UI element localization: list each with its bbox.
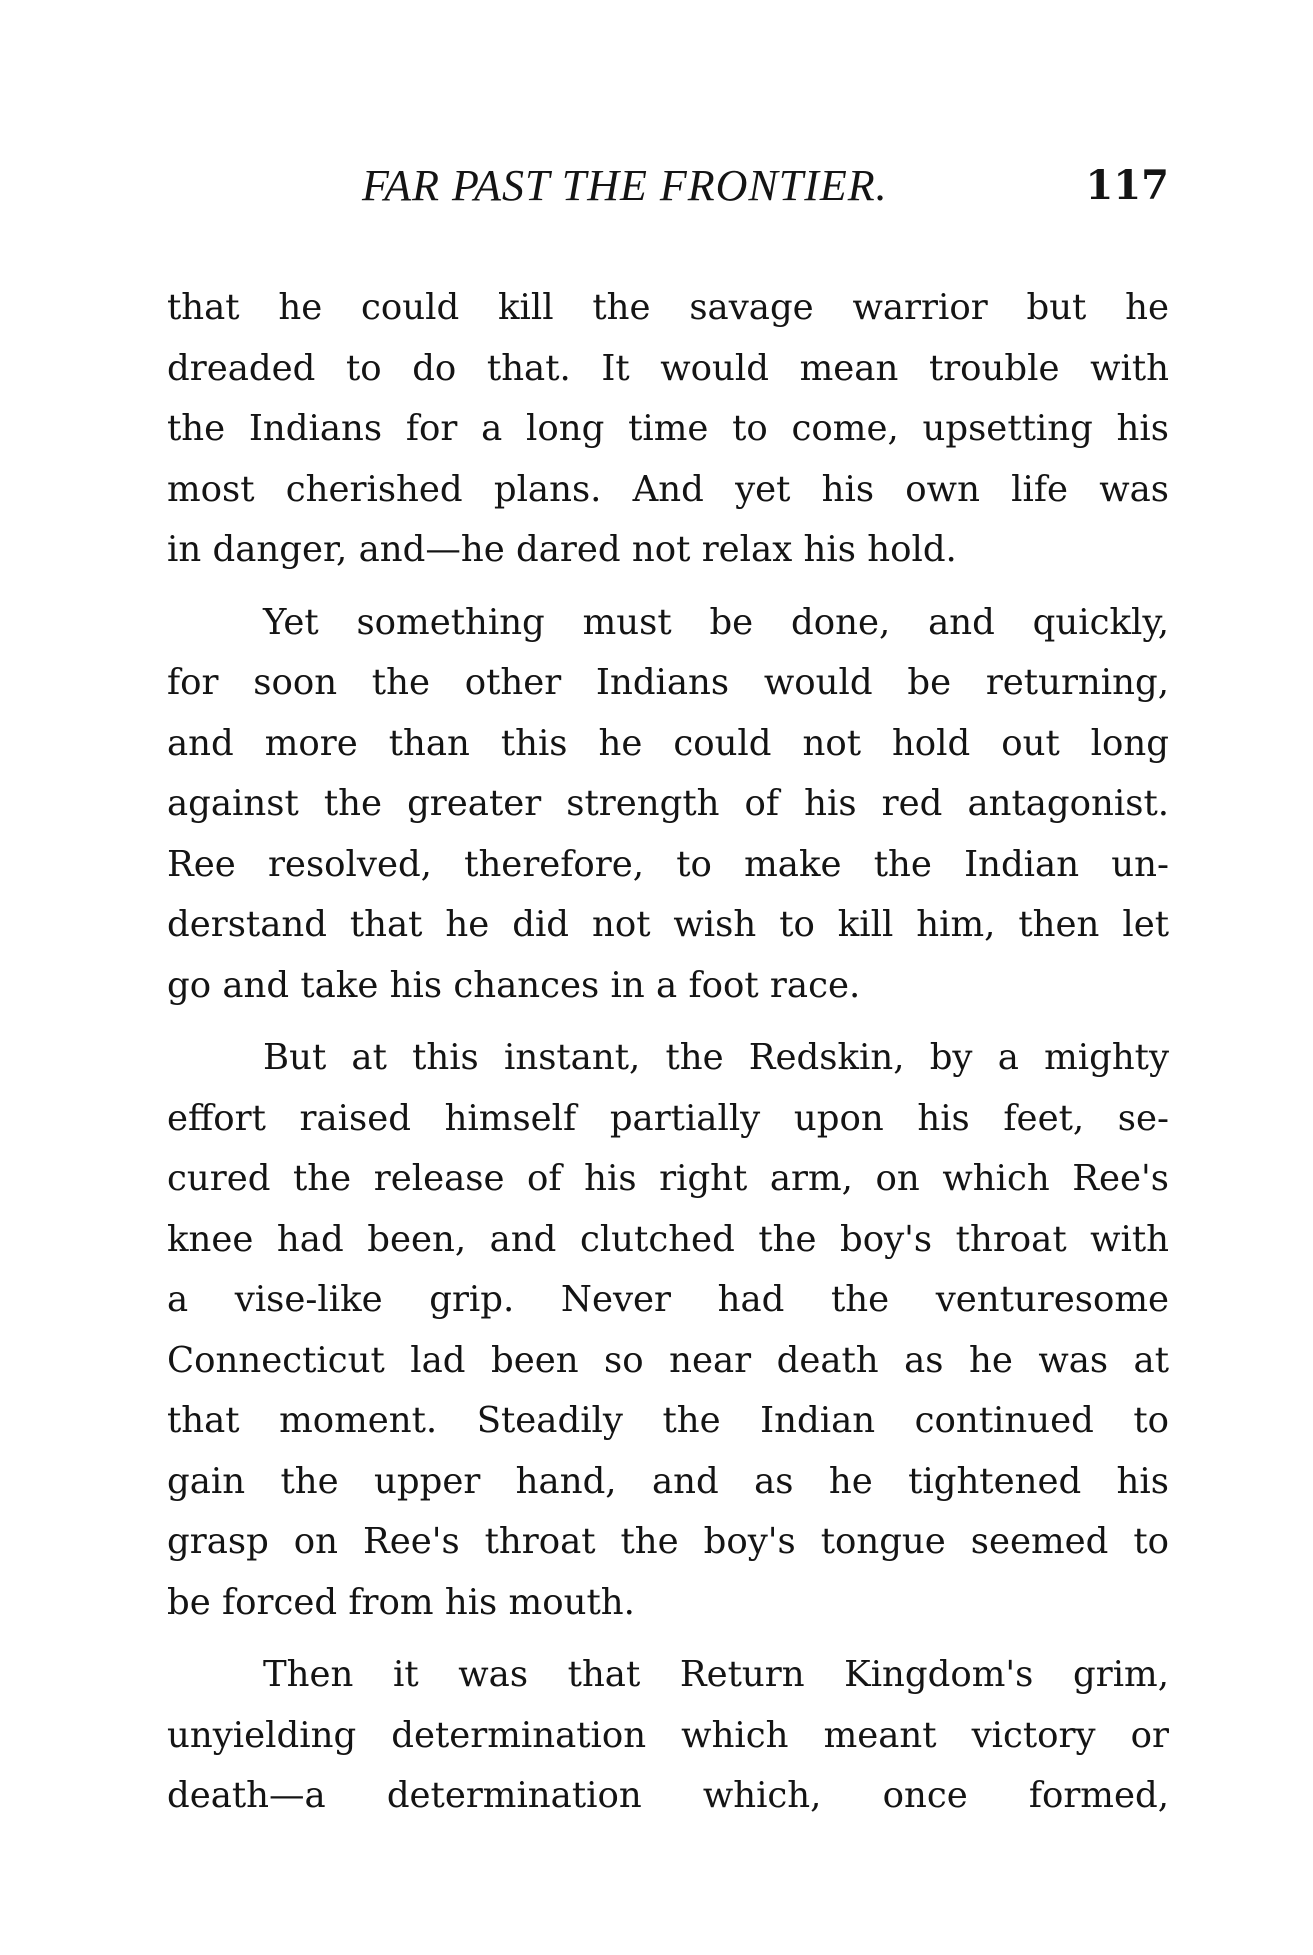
text-line: in danger, and—he dared not relax his hold. (167, 529, 957, 570)
text-line: and more than this he could not hold out long (167, 722, 1169, 764)
text-line: death—a determination which, once formed, (167, 1775, 1169, 1816)
text-line: be forced from his mouth. (167, 1581, 635, 1623)
text-line: Then it was that Return Kingdom's grim, (263, 1654, 1169, 1695)
text-line: that he could kill the savage warrior but he (167, 287, 1169, 328)
text-line: that moment. Steadily the Indian continued to (167, 1400, 1169, 1441)
text-line: Yet something must be done, and quickly, (263, 601, 1169, 643)
page-number: 117 (1085, 162, 1169, 209)
text-line: unyielding determination which meant victory or (167, 1714, 1169, 1756)
text-line: dreaded to do that. It would mean trouble with (167, 347, 1169, 389)
text-line: cured the release of his right arm, on which Ree's (167, 1158, 1169, 1199)
text-line: knee had been, and clutched the boy's throat with (167, 1218, 1169, 1260)
text-line: against the greater strength of his red antagonist. (167, 783, 1169, 824)
text-line: gain the upper hand, and as he tightened his (167, 1460, 1169, 1502)
paragraph (167, 1645, 1169, 1827)
text-line: a vise-like grip. Never had the venturesome (167, 1279, 1169, 1320)
text-line: But at this instant, the Redskin, by a mighty (263, 1037, 1169, 1078)
text-line: go and take his chances in a foot race. (167, 964, 861, 1006)
body-text (167, 278, 1169, 1827)
text-line: the Indians for a long time to come, upsetting his (167, 408, 1169, 449)
text-line: grasp on Ree's throat the boy's tongue seemed to (167, 1521, 1169, 1562)
text-line: effort raised himself partially upon his feet, se- (167, 1097, 1169, 1139)
text-line: for soon the other Indians would be returning, (167, 662, 1169, 703)
paragraph (167, 1028, 1169, 1633)
text-line: most cherished plans. And yet his own life was (167, 468, 1169, 510)
text-line: derstand that he did not wish to kill him, then let (167, 904, 1169, 945)
text-line: Ree resolved, therefore, to make the Indian un- (167, 843, 1169, 885)
running-head-title: FAR PAST THE FRONTIER. (362, 161, 888, 210)
paragraph (167, 593, 1169, 1017)
running-head (167, 158, 1169, 214)
text-line: Connecticut lad been so near death as he was at (167, 1339, 1169, 1381)
paragraph (167, 278, 1169, 581)
